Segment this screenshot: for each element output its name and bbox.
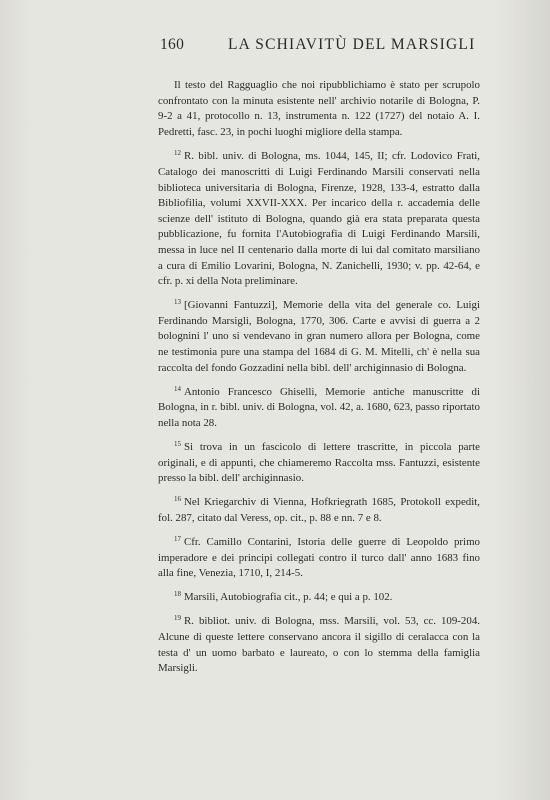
footnote-number: 12 [174,149,181,158]
footnote-number: 15 [174,439,181,448]
footnote-13 [158,295,480,376]
running-title: LA SCHIAVITÙ DEL MARSIGLI [228,36,476,53]
footnote-number: 19 [174,614,181,623]
footnote-14 [158,382,480,432]
footnote-number: 16 [174,495,181,504]
footnote-17 [158,532,480,582]
footnote-text: [Giovanni Fantuzzi], Memorie della vita del generale co. Luigi Ferdinando Marsigli, Bologna, 1770, 306. Carte e avvisi di guerra a 2 bolognini l' uno si vendevano in gran numero allora per Bologna, come ne testimonia pure una stampa del 1684 di G. M. Mitelli, ch' è nella sua raccolta del fondo Gozzadini nella bibl. dell' archiginnasio di Bologna. [158,299,480,374]
footnote-text: R. bibliot. univ. di Bologna, mss. Marsili, vol. 53, cc. 109-204. Alcune di queste lettere conservano ancora il sigillo di ceralacca con la testa d' un uomo barbato e laureato, o con lo stemma della famiglia Marsigli. [158,615,480,675]
footnote-text: R. bibl. univ. di Bologna, ms. 1044, 145, II; cfr. Lodovico Frati, Catalogo dei manoscritti di Luigi Ferdinando Marsili conservati nella biblioteca universitaria di Bologna, Firenze, 1928, 133-4, estratto dalla Bibliofilia, volumi XXVII-XXX. Per incarico della r. accademia delle scienze dell' istituto di Bologna, quando già era stata preparata questa pubblicazione, fu fornita l'Autobiografia di Luigi Ferdinando Marsili, messa in luce nel II centenario dalla morte di lui dal comitato marsiliano a cura di Emilio Lovarini, Bologna, N. Zanichelli, 1930; v. pp. 42-64, e cfr. p. xi della Nota preliminare. [158,150,480,288]
paragraph-text: Il testo del Ragguaglio che noi ripubblichiamo è stato per scrupolo confrontato con la minuta esistente nell' archivio notarile di Bologna, P. 9-2 a 41, protocollo n. 13, instrumenta n. 122 (1727) del notaio A. I. Pedretti, fasc. 23, in pochi luoghi migliore della stampa. [158,79,480,138]
footnote-text: Cfr. Camillo Contarini, Istoria delle guerre di Leopoldo primo imperadore e dei principi collegati contro il turco dall' anno 1683 fino alla fine, Venezia, 1710, I, 214-5. [158,535,480,580]
page-number: 160 [160,36,185,53]
footnote-18 [158,587,480,606]
footnotes-body [158,78,480,682]
intro-paragraph [158,78,480,140]
footnote-15 [158,437,480,487]
footnote-16 [158,492,480,526]
footnote-text: Marsili, Autobiografia cit., p. 44; e qui a p. 102. [184,591,393,604]
footnote-text: Si trova in un fascicolo di lettere trascritte, in piccola parte originali, e di appunti, che chiameremo Raccolta mss. Fantuzzi, esistente presso la bibl. dell' archiginnasio. [158,440,480,485]
footnote-12 [158,146,480,289]
footnote-number: 13 [174,298,181,307]
footnote-number: 18 [174,590,181,599]
footnote-number: 17 [174,534,181,543]
footnote-text: Nel Kriegarchiv di Vienna, Hofkriegrath 1685, Protokoll expedit, fol. 287, citato dal Veress, op. cit., p. 88 e nn. 7 e 8. [158,496,480,524]
footnote-number: 14 [174,384,181,393]
footnote-text: Antonio Francesco Ghiselli, Memorie antiche manuscritte di Bologna, in r. bibl. univ. di Bologna, vol. 42, a. 1680, 623, passo riportato nella nota 28. [158,385,480,429]
footnote-19 [158,611,480,676]
